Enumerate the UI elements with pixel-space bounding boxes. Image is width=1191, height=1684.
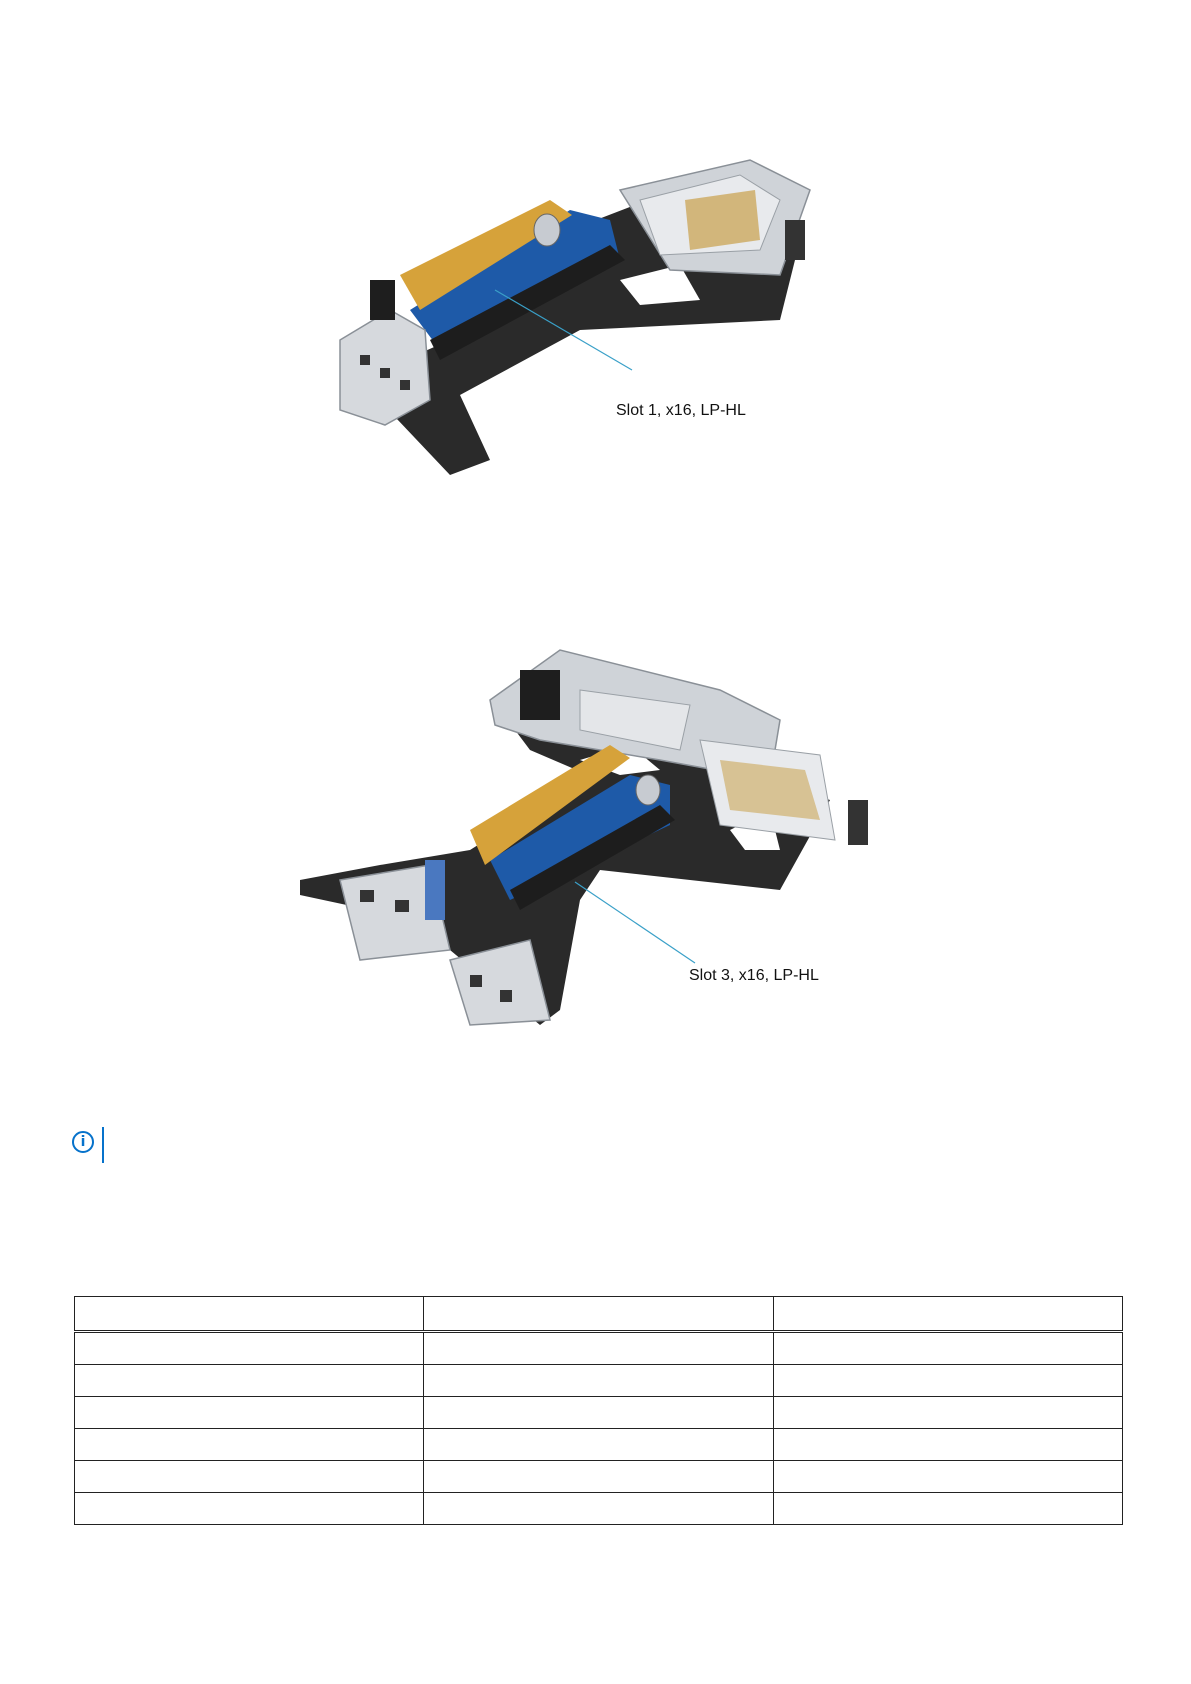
table-row	[75, 1332, 1123, 1365]
callout-line-slot3	[575, 882, 695, 963]
table-cell	[424, 1365, 773, 1397]
note-divider	[102, 1127, 104, 1163]
table-row	[75, 1365, 1123, 1397]
table-cell	[75, 1429, 424, 1461]
table-row	[75, 1493, 1123, 1525]
table-cell	[75, 1397, 424, 1429]
table-row	[75, 1429, 1123, 1461]
table-cell	[75, 1365, 424, 1397]
table-header-cell	[75, 1297, 424, 1332]
table-cell	[75, 1493, 424, 1525]
table-header-row	[75, 1297, 1123, 1332]
note-block	[72, 1127, 112, 1167]
callout-slot-3: Slot 3, x16, LP-HL	[689, 967, 819, 984]
riser-1-image	[340, 160, 860, 480]
table-cell	[75, 1332, 424, 1365]
callout-slot-1: Slot 1, x16, LP-HL	[616, 402, 746, 419]
table-cell	[773, 1365, 1122, 1397]
table-header-cell	[773, 1297, 1122, 1332]
table-cell	[424, 1461, 773, 1493]
table-cell	[773, 1429, 1122, 1461]
table-header-cell	[424, 1297, 773, 1332]
riser-figure-1	[340, 160, 860, 480]
info-icon: i	[72, 1131, 94, 1153]
table-cell	[773, 1397, 1122, 1429]
riser-config-table	[74, 1296, 1123, 1525]
table-cell	[424, 1332, 773, 1365]
table-cell	[773, 1461, 1122, 1493]
table-cell	[424, 1397, 773, 1429]
table-cell	[424, 1493, 773, 1525]
table-cell	[424, 1429, 773, 1461]
table-cell	[773, 1332, 1122, 1365]
table-cell	[75, 1461, 424, 1493]
table-row	[75, 1461, 1123, 1493]
table-cell	[773, 1493, 1122, 1525]
table-row	[75, 1397, 1123, 1429]
